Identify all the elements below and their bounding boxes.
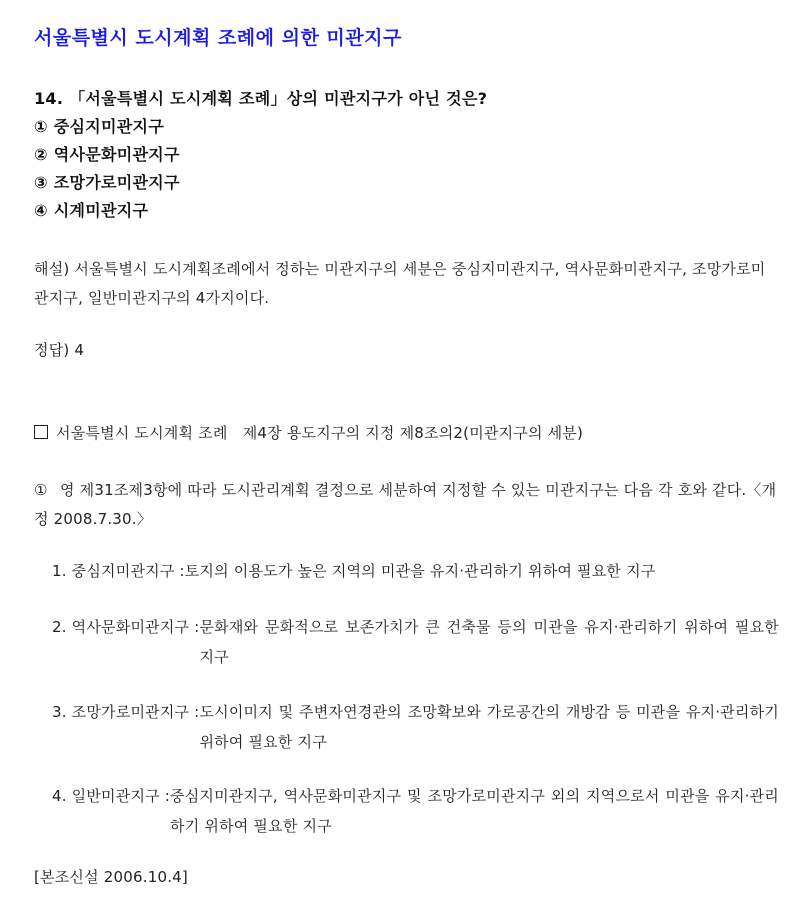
option-3: ③ 조망가로미관지구 — [34, 173, 180, 192]
item-definition: 도시이미지 및 주변자연경관의 조망확보와 가로공간의 개방감 등 미관을 유지·관리하기 위하여 필요한 지구 — [199, 703, 779, 751]
item-term: 1. 중심지미관지구 : — [52, 562, 185, 580]
item-definition: 중심지미관지구, 역사문화미관지구 및 조망가로미관지구 외의 지역으로서 미관을 유지·관리하기 위하여 필요한 지구 — [170, 787, 779, 835]
clause-text: 영 제31조제3항에 따라 도시관리계획 결정으로 세분하여 지정할 수 있는 미관지구는 다음 각 호와 같다.〈개정 2008.7.30.〉 — [34, 481, 777, 528]
item-definition: 토지의 이용도가 높은 지역의 미관을 유지·관리하기 위하여 필요한 지구 — [184, 562, 656, 580]
item-definition: 문화재와 문화적으로 보존가치가 큰 건축물 등의 미관을 유지·관리하기 위하여 필요한 지구 — [199, 618, 779, 666]
section-heading — [34, 422, 583, 443]
option-1: ① 중심지미관지구 — [34, 117, 165, 136]
checkbox-square-icon — [34, 425, 48, 439]
answer-text: 정답) 4 — [34, 341, 85, 359]
document-title: 서울특별시 도시계획 조례에 의한 미관지구 — [34, 27, 402, 49]
item-term: 4. 일반미관지구 : — [52, 787, 171, 805]
list-item — [52, 612, 779, 672]
option-4: ④ 시계미관지구 — [34, 201, 149, 220]
list-item — [52, 781, 779, 841]
list-item — [52, 697, 779, 757]
section-heading-text: 서울특별시 도시계획 조례 제4장 용도지구의 지정 제8조의2(미관지구의 세분) — [56, 424, 584, 442]
clause-marker: ① — [34, 481, 48, 499]
question-stem: 14. 「서울특별시 도시계획 조례」상의 미관지구가 아닌 것은? — [34, 89, 488, 108]
list-item — [52, 556, 779, 586]
clause-paragraph — [34, 476, 779, 534]
option-2: ② 역사문화미관지구 — [34, 145, 180, 164]
item-term: 3. 조망가로미관지구 : — [52, 703, 200, 721]
explanation-text: 해설) 서울특별시 도시계획조례에서 정하는 미관지구의 세분은 중심지미관지구, 역사문화미관지구, 조망가로미관지구, 일반미관지구의 4가지이다. — [34, 260, 766, 307]
item-term: 2. 역사문화미관지구 : — [52, 618, 200, 636]
footnote: [본조신설 2006.10.4] — [34, 868, 188, 886]
